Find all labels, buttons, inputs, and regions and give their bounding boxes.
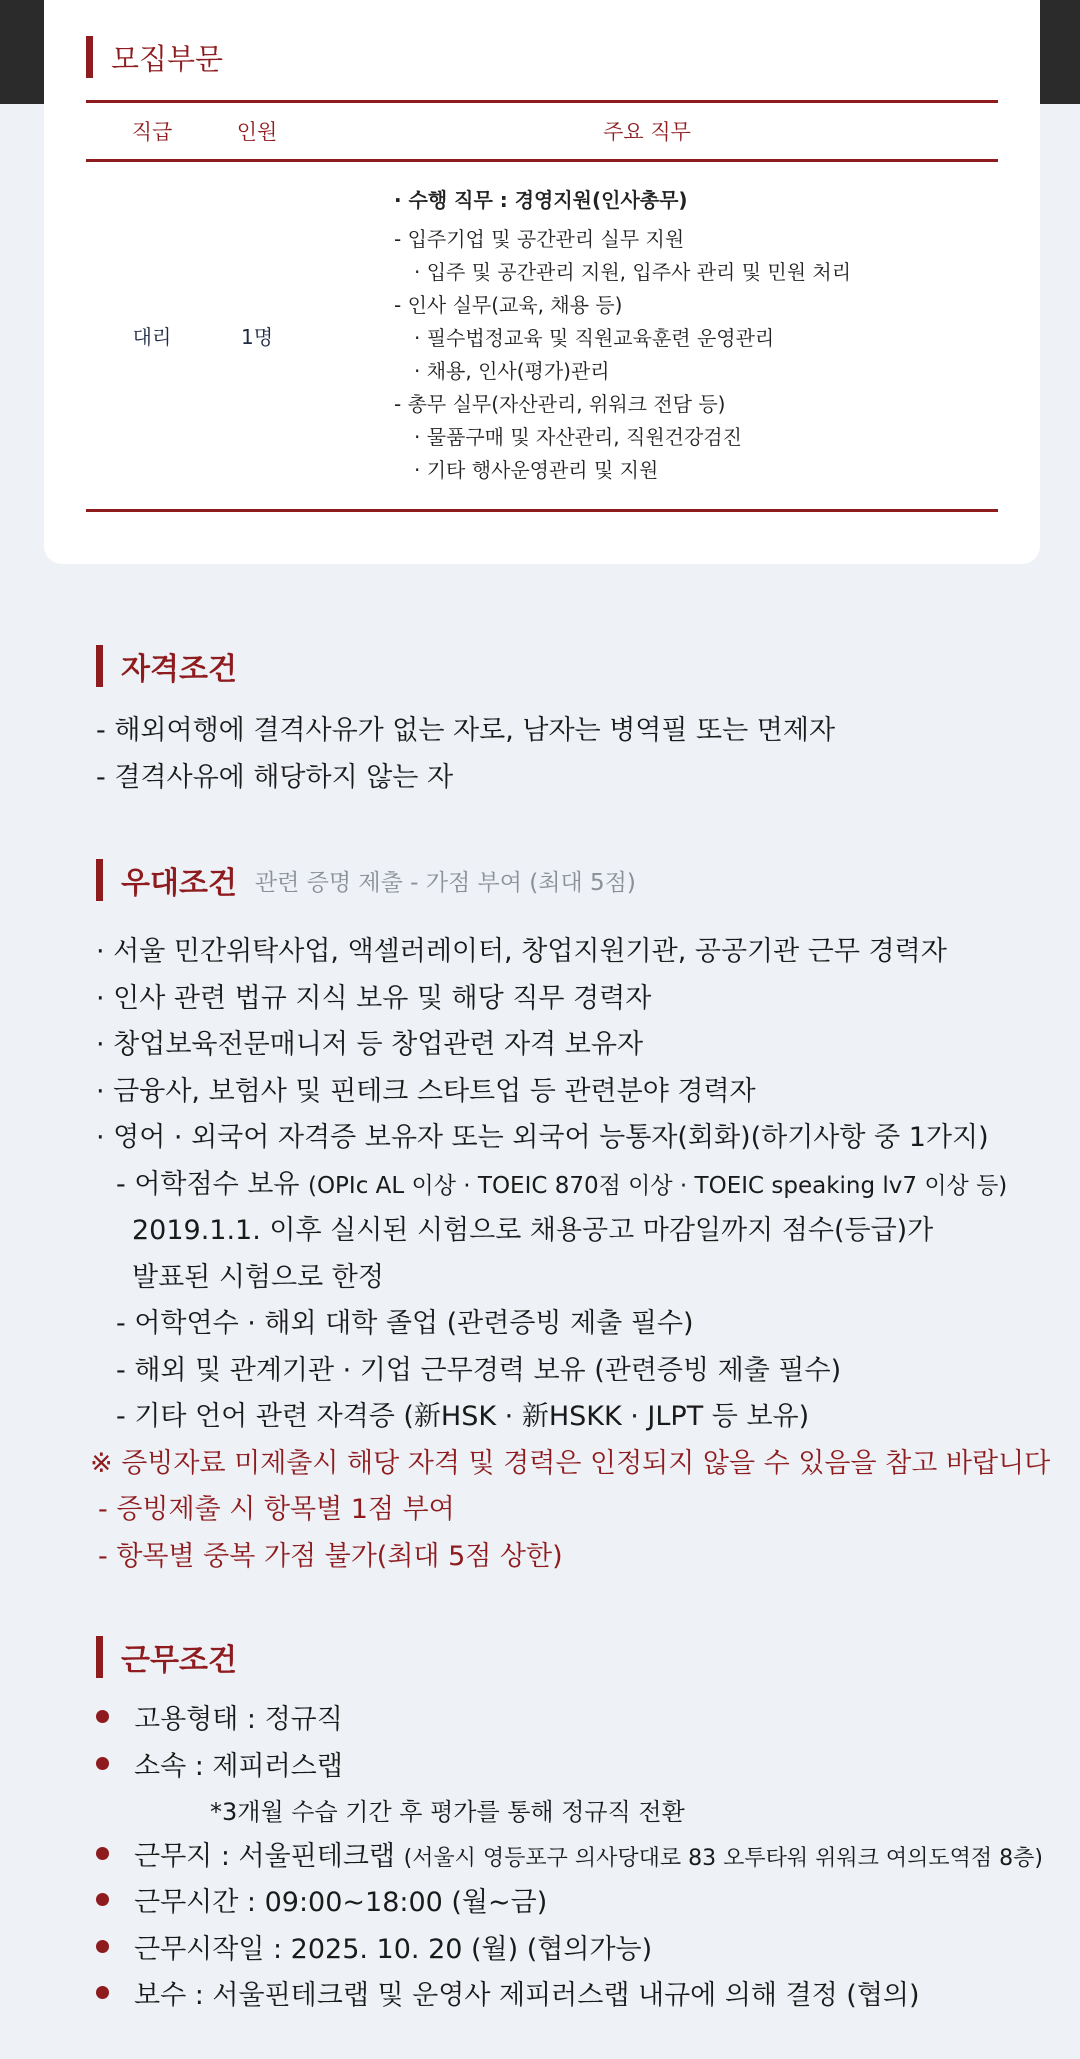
lang-score-label: - 어학점수 보유 [116,1169,308,1200]
table-header-row [86,102,998,161]
qualification-item: - 결격사유에 해당하지 않는 자 [96,762,454,793]
duty-subitem: · 물품구매 및 자산관리, 직원건강검진 [414,425,742,449]
bullet-icon [96,1710,109,1723]
duty-item: - 총무 실무(자산관리, 위워크 전담 등) [394,392,726,416]
bullet-icon [96,1847,109,1860]
cell-grade: 대리 [86,161,218,511]
warning-subnote: - 증빙제출 시 항목별 1점 부여 [98,1494,455,1525]
cell-count: 1명 [218,161,296,511]
preference-item: · 서울 민간위탁사업, 액셀러레이터, 창업지원기관, 공공기관 근무 경력자 [96,936,947,967]
work-pay: 보수 : 서울핀테크랩 및 운영사 제피러스랩 내규에 의해 결정 (협의) [134,1980,920,2011]
work-location-detail: (서울시 영등포구 의사당대로 83 오투타워 위워크 여의도역점 8층) [403,1846,1044,1871]
lang-subitem: - 해외 및 관계기관 · 기업 근무경력 보유 (관련증빙 제출 필수) [116,1355,842,1386]
preference-title [96,858,636,902]
recruit-title [86,36,223,78]
work-affiliation: 소속 : 제피러스랩 [134,1751,343,1782]
title-bar-marker [86,36,93,78]
work-start-date: 근무시작일 : 2025. 10. 20 (월) (협의가능) [134,1934,653,1965]
duty-item: - 인사 실무(교육, 채용 등) [394,293,623,317]
bullet-icon [96,1757,109,1770]
recruit-title-text: 모집부문 [111,41,224,76]
table-row [86,161,998,511]
duty-subitem: · 기타 행사운영관리 및 지원 [414,458,659,482]
work-location-label: 근무지 : 서울핀테크랩 [134,1841,404,1872]
cell-duty [296,161,998,511]
qualification-title-text: 자격조건 [121,652,237,687]
duty-subitem: · 채용, 인사(평가)관리 [414,359,610,383]
title-bar-marker [96,1636,103,1678]
duty-subitem: · 필수법정교육 및 직원교육훈련 운영관리 [414,326,775,350]
lang-score-condition: 2019.1.1. 이후 실시된 시험으로 채용공고 마감일까지 점수(등급)가 [132,1215,934,1246]
duty-subitem: · 입주 및 공간관리 지원, 입주사 관리 및 민원 처리 [414,260,852,284]
header-duty: 주요 직무 [296,102,998,161]
work-affiliation-note: *3개월 수습 기간 후 평가를 통해 정규직 전환 [210,1798,685,1826]
preference-item: · 인사 관련 법규 지식 보유 및 해당 직무 경력자 [96,983,652,1014]
recruit-card [44,0,1040,564]
title-bar-marker [96,645,103,687]
bullet-icon [96,1893,109,1906]
preference-item: · 금융사, 보험사 및 핀테크 스타트업 등 관련분야 경력자 [96,1076,756,1107]
work-title [96,1635,237,1679]
preference-item: · 영어 · 외국어 자격증 보유자 또는 외국어 능통자(회화)(하기사항 중 1가지) [96,1122,989,1153]
header-count: 인원 [218,102,296,161]
bullet-icon [96,1986,109,1999]
bullet-icon [96,1940,109,1953]
lang-score-detail: (OPIc AL 이상 · TOEIC 870점 이상 · TOEIC speaking lv7 이상 등) [307,1173,1008,1199]
qualification-title [96,644,237,688]
qualification-item: - 해외여행에 결격사유가 없는 자로, 남자는 병역필 또는 면제자 [96,715,836,746]
recruit-table [86,100,998,512]
title-bar-marker [96,859,103,901]
header-grade: 직급 [86,102,218,161]
preference-title-text: 우대조건 [121,866,237,901]
duty-head: · 수행 직무 : 경영지원(인사총무) [394,188,688,212]
warning-note: ※ 증빙자료 미제출시 해당 자격 및 경력은 인정되지 않을 수 있음을 참고 바랍니다 [90,1448,1051,1479]
lang-score-condition: 발표된 시험으로 한정 [132,1262,384,1293]
work-title-text: 근무조건 [121,1643,237,1678]
lang-subitem: - 기타 언어 관련 자격증 (新HSK · 新HSKK · JLPT 등 보유) [116,1401,810,1432]
work-hours: 근무시간 : 09:00~18:00 (월~금) [134,1887,548,1918]
lang-score-line [116,1162,1007,1201]
warning-subnote: - 항목별 중복 가점 불가(최대 5점 상한) [98,1541,563,1572]
preference-note: 관련 증명 제출 - 가점 부여 (최대 5점) [254,869,636,896]
preference-item: · 창업보육전문매니저 등 창업관련 자격 보유자 [96,1029,644,1060]
duty-item: - 입주기업 및 공간관리 실무 지원 [394,227,685,251]
duty-list [394,184,998,487]
work-employment: 고용형태 : 정규직 [134,1704,343,1735]
lang-subitem: - 어학연수 · 해외 대학 졸업 (관련증빙 제출 필수) [116,1308,694,1339]
work-location [134,1834,1043,1873]
